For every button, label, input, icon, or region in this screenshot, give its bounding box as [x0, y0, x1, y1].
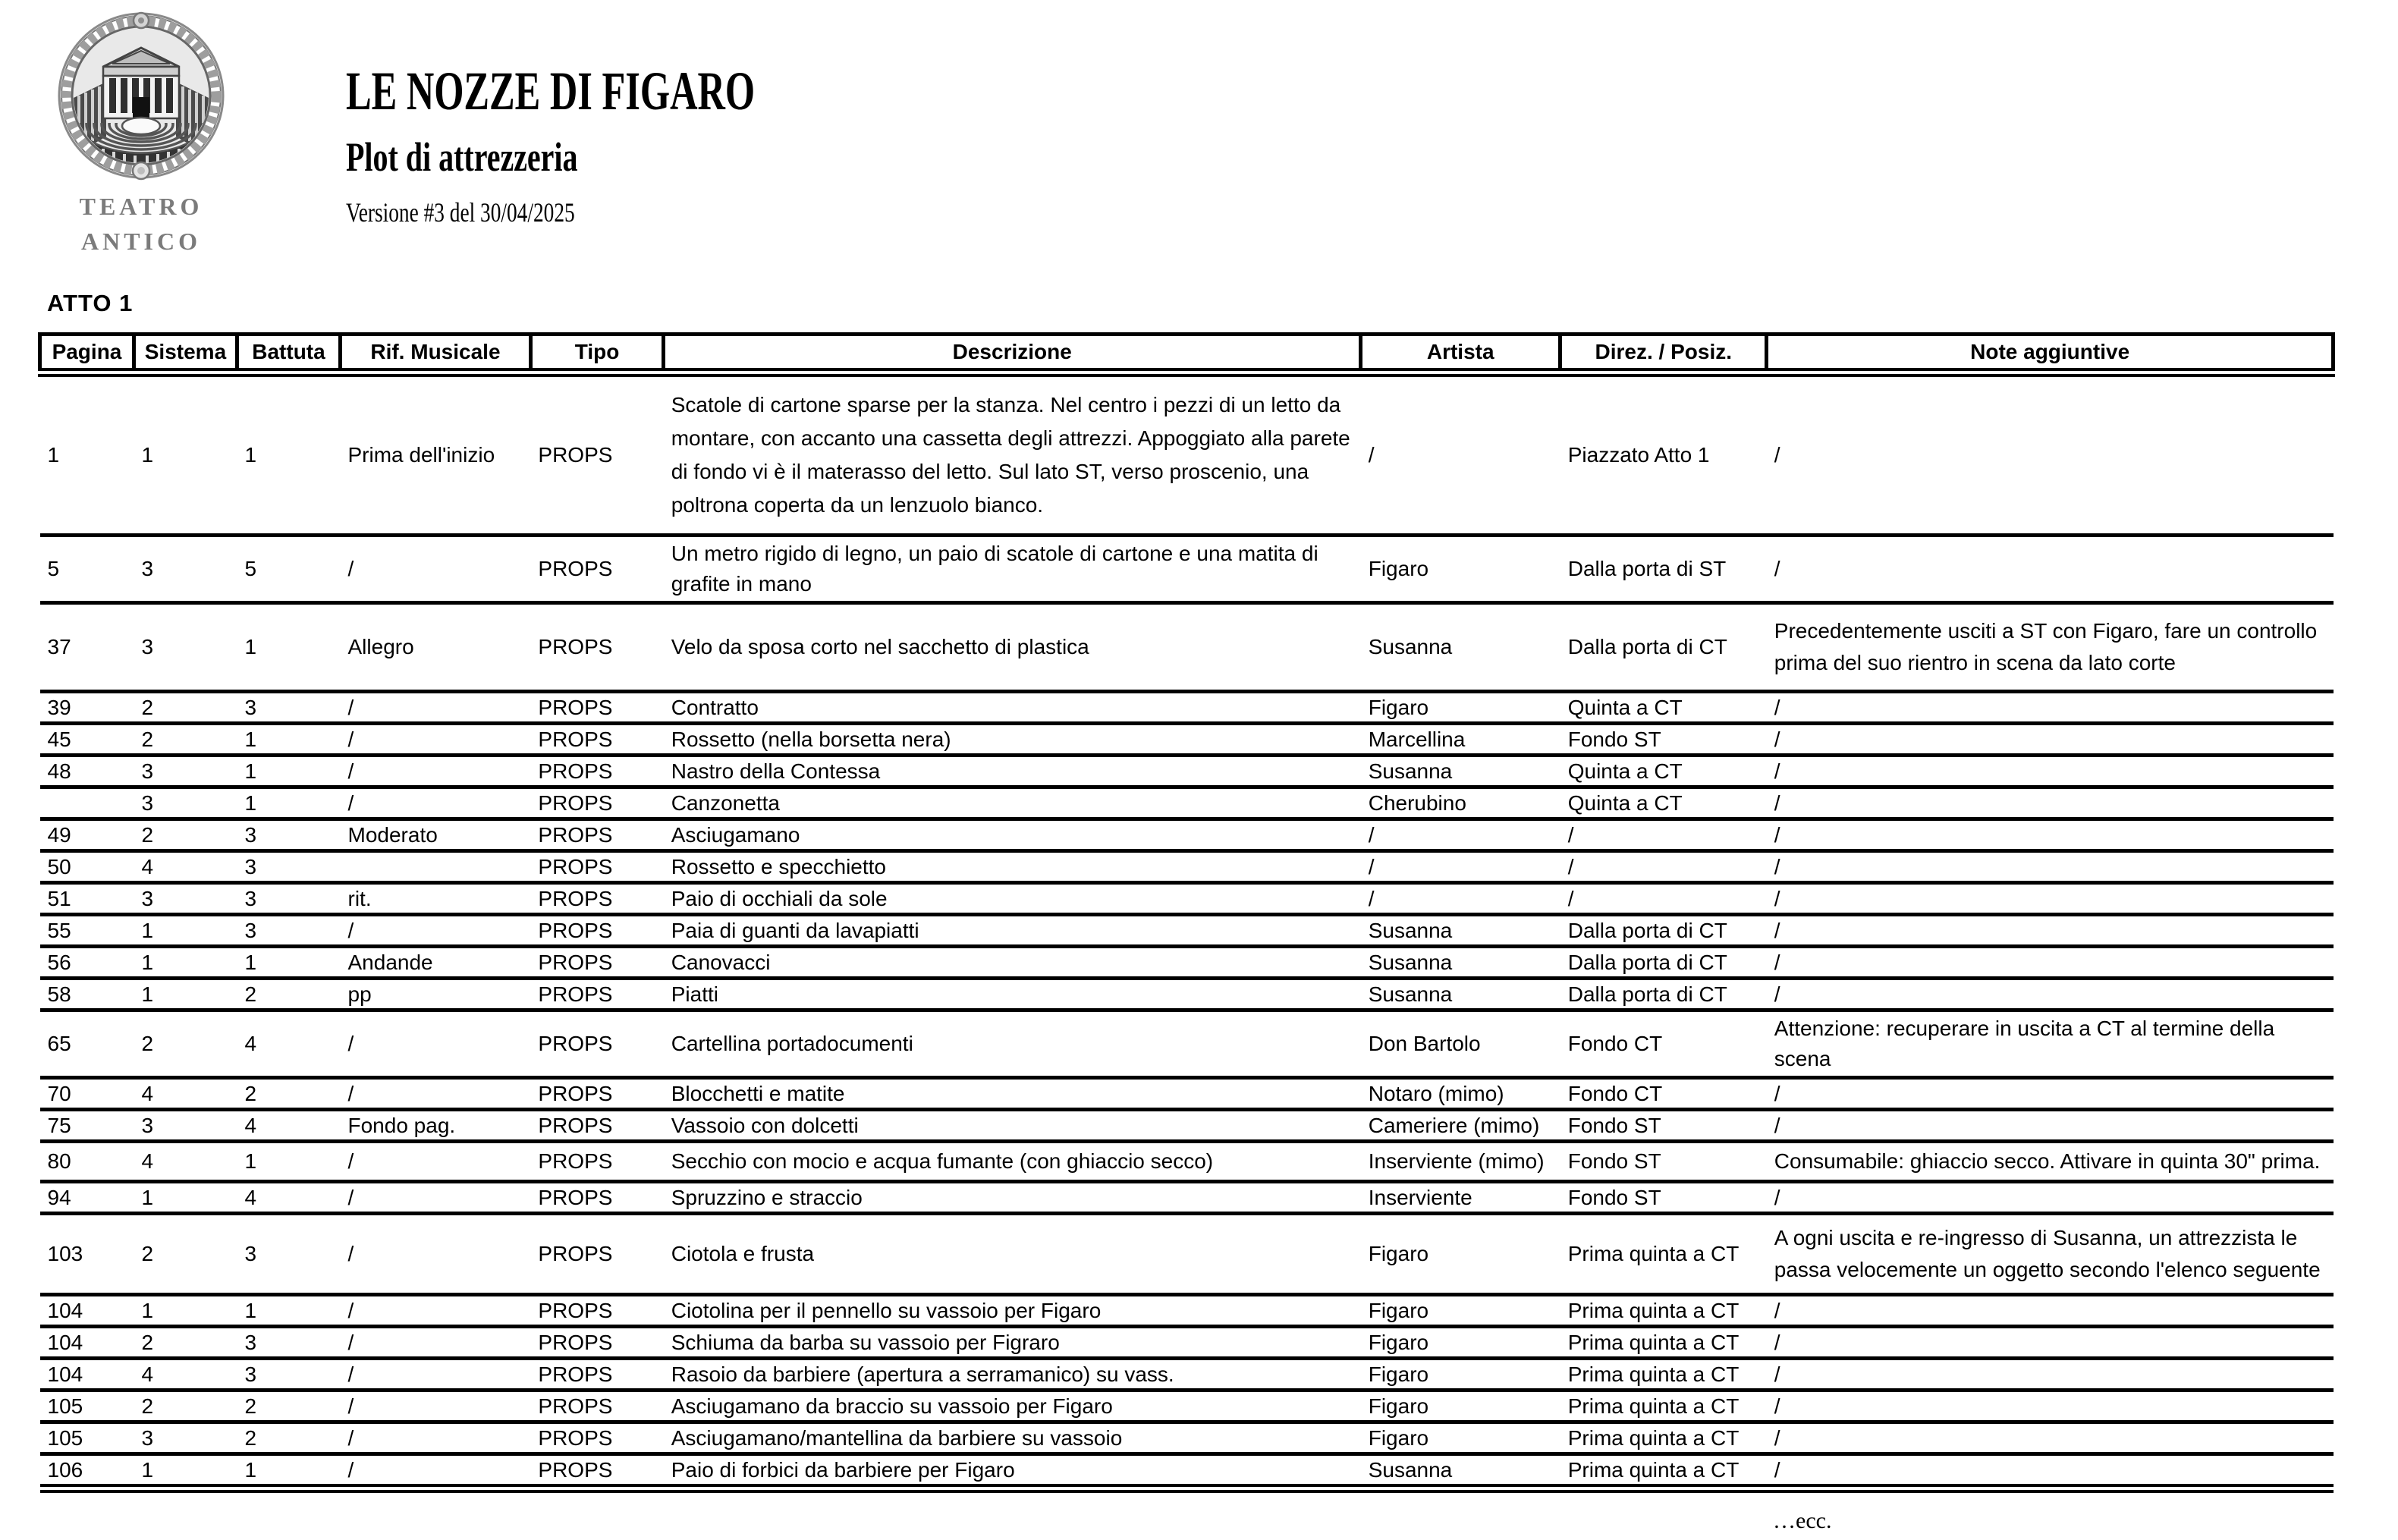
cell-descrizione: Nastro della Contessa	[664, 756, 1361, 787]
cell-artista: Inserviente (mimo)	[1361, 1142, 1560, 1182]
table-row	[40, 883, 2334, 915]
cell-sistema: 2	[134, 819, 237, 851]
cell-descrizione: Vassoio con dolcetti	[664, 1110, 1361, 1142]
cell-rif-musicale: /	[341, 1078, 531, 1110]
cell-tipo: PROPS	[530, 1422, 663, 1454]
cell-battuta: 4	[237, 1110, 340, 1142]
column-header-battuta: Battuta	[237, 335, 340, 373]
cell-direz-posiz: Fondo ST	[1560, 724, 1767, 756]
cell-battuta: 2	[237, 979, 340, 1010]
cell-rif-musicale: /	[341, 1422, 531, 1454]
cell-descrizione: Asciugamano/mantellina da barbiere su vassoio	[664, 1422, 1361, 1454]
cell-descrizione: Ciotolina per il pennello su vassoio per Figaro	[664, 1295, 1361, 1327]
cell-tipo: PROPS	[530, 1182, 663, 1214]
cell-descrizione: Piatti	[664, 979, 1361, 1010]
cell-note: /	[1767, 915, 2334, 947]
cell-tipo: PROPS	[530, 851, 663, 883]
cell-artista: Notaro (mimo)	[1361, 1078, 1560, 1110]
cell-pagina: 103	[40, 1214, 134, 1295]
cell-artista: Figaro	[1361, 1391, 1560, 1422]
column-header-tipo: Tipo	[530, 335, 663, 373]
cell-rif-musicale: /	[341, 1327, 531, 1359]
cell-artista: Figaro	[1361, 1359, 1560, 1391]
cell-tipo: PROPS	[530, 756, 663, 787]
cell-pagina: 48	[40, 756, 134, 787]
cell-artista: Figaro	[1361, 1295, 1560, 1327]
cell-direz-posiz: Quinta a CT	[1560, 787, 1767, 819]
cell-artista: Figaro	[1361, 1327, 1560, 1359]
cell-rif-musicale: /	[341, 1142, 531, 1182]
cell-rif-musicale: Andande	[341, 947, 531, 979]
cell-descrizione: Contratto	[664, 692, 1361, 724]
cell-descrizione: Rasoio da barbiere (apertura a serramanico) su vass.	[664, 1359, 1361, 1391]
cell-direz-posiz: /	[1560, 883, 1767, 915]
table-row	[40, 1110, 2334, 1142]
cell-tipo: PROPS	[530, 1454, 663, 1489]
cell-tipo: PROPS	[530, 372, 663, 536]
cell-battuta: 2	[237, 1078, 340, 1110]
cell-artista: Susanna	[1361, 947, 1560, 979]
cell-battuta: 3	[237, 1214, 340, 1295]
cell-artista: Susanna	[1361, 603, 1560, 692]
logo-text-line1: TEATRO	[79, 193, 203, 220]
cell-direz-posiz: Fondo CT	[1560, 1078, 1767, 1110]
cell-direz-posiz: Quinta a CT	[1560, 692, 1767, 724]
cell-rif-musicale: pp	[341, 979, 531, 1010]
cell-sistema: 2	[134, 724, 237, 756]
column-header-descrizione: Descrizione	[664, 335, 1361, 373]
table-row	[40, 1078, 2334, 1110]
cell-sistema: 4	[134, 1142, 237, 1182]
cell-pagina: 105	[40, 1391, 134, 1422]
theater-emblem-icon	[56, 11, 226, 181]
cell-note: /	[1767, 947, 2334, 979]
table-row	[40, 819, 2334, 851]
cell-sistema: 3	[134, 603, 237, 692]
cell-artista: Inserviente	[1361, 1182, 1560, 1214]
cell-rif-musicale: /	[341, 1454, 531, 1489]
cell-pagina: 94	[40, 1182, 134, 1214]
cell-pagina: 58	[40, 979, 134, 1010]
table-row	[40, 756, 2334, 787]
cell-pagina: 5	[40, 536, 134, 603]
cell-sistema: 3	[134, 756, 237, 787]
cell-tipo: PROPS	[530, 692, 663, 724]
cell-rif-musicale: Prima dell'inizio	[341, 372, 531, 536]
cell-sistema: 3	[134, 1422, 237, 1454]
cell-note: Precedentemente usciti a ST con Figaro, fare un controllo prima del suo rientro in scena da lato corte	[1767, 603, 2334, 692]
cell-artista: Figaro	[1361, 536, 1560, 603]
cell-direz-posiz: Prima quinta a CT	[1560, 1422, 1767, 1454]
table-header	[40, 335, 2334, 373]
cell-tipo: PROPS	[530, 1010, 663, 1078]
cell-note: /	[1767, 1391, 2334, 1422]
cell-note: /	[1767, 883, 2334, 915]
cell-sistema: 3	[134, 883, 237, 915]
cell-sistema: 1	[134, 947, 237, 979]
cell-battuta: 1	[237, 1454, 340, 1489]
cell-tipo: PROPS	[530, 1295, 663, 1327]
document-title: LE NOZZE DI FIGARO	[346, 61, 756, 121]
cell-tipo: PROPS	[530, 915, 663, 947]
cell-battuta: 3	[237, 819, 340, 851]
table-row	[40, 1142, 2334, 1182]
cell-note: /	[1767, 787, 2334, 819]
cell-battuta: 2	[237, 1391, 340, 1422]
cell-battuta: 1	[237, 947, 340, 979]
cell-artista: /	[1361, 883, 1560, 915]
cell-descrizione: Scatole di cartone sparse per la stanza. Nel centro i pezzi di un letto da montare, con accanto una cassetta degli attrezzi. Appoggiato alla parete di fondo vi è il materasso del letto. Sul lato ST, verso proscenio, una poltrona coperta da un lenzuolo bianco.	[664, 372, 1361, 536]
cell-direz-posiz: Dalla porta di CT	[1560, 915, 1767, 947]
cell-descrizione: Asciugamano da braccio su vassoio per Figaro	[664, 1391, 1361, 1422]
cell-descrizione: Paio di occhiali da sole	[664, 883, 1361, 915]
cell-rif-musicale: /	[341, 787, 531, 819]
cell-pagina: 70	[40, 1078, 134, 1110]
table-row	[40, 536, 2334, 603]
cell-note: /	[1767, 819, 2334, 851]
table-row	[40, 1359, 2334, 1391]
cell-note: /	[1767, 756, 2334, 787]
cell-tipo: PROPS	[530, 883, 663, 915]
props-plot-table	[38, 332, 2335, 1493]
cell-direz-posiz: Prima quinta a CT	[1560, 1359, 1767, 1391]
cell-pagina: 49	[40, 819, 134, 851]
cell-rif-musicale: /	[341, 1182, 531, 1214]
cell-rif-musicale: rit.	[341, 883, 531, 915]
logo-text-line2: ANTICO	[80, 228, 201, 255]
cell-descrizione: Canzonetta	[664, 787, 1361, 819]
cell-rif-musicale: /	[341, 1359, 531, 1391]
table-row	[40, 1010, 2334, 1078]
logo-wordmark	[53, 189, 229, 259]
cell-artista: Cherubino	[1361, 787, 1560, 819]
cell-direz-posiz: Dalla porta di CT	[1560, 947, 1767, 979]
cell-pagina: 80	[40, 1142, 134, 1182]
cell-pagina: 37	[40, 603, 134, 692]
cell-direz-posiz: Prima quinta a CT	[1560, 1295, 1767, 1327]
cell-tipo: PROPS	[530, 603, 663, 692]
table-row	[40, 851, 2334, 883]
cell-pagina: 75	[40, 1110, 134, 1142]
cell-direz-posiz: Fondo ST	[1560, 1110, 1767, 1142]
cell-pagina: 104	[40, 1295, 134, 1327]
cell-sistema: 2	[134, 1214, 237, 1295]
cell-artista: Marcellina	[1361, 724, 1560, 756]
document-subtitle: Plot di attrezzeria	[346, 134, 578, 180]
cell-tipo: PROPS	[530, 724, 663, 756]
cell-descrizione: Paia di guanti da lavapiatti	[664, 915, 1361, 947]
cell-pagina	[40, 787, 134, 819]
cell-descrizione: Rossetto (nella borsetta nera)	[664, 724, 1361, 756]
cell-note: /	[1767, 851, 2334, 883]
cell-artista: Figaro	[1361, 692, 1560, 724]
cell-tipo: PROPS	[530, 1214, 663, 1295]
cell-pagina: 39	[40, 692, 134, 724]
cell-artista: Susanna	[1361, 1454, 1560, 1489]
cell-tipo: PROPS	[530, 1142, 663, 1182]
cell-pagina: 106	[40, 1454, 134, 1489]
cell-artista: /	[1361, 819, 1560, 851]
document-header	[0, 0, 2398, 282]
cell-battuta: 1	[237, 372, 340, 536]
table-row	[40, 1422, 2334, 1454]
cell-rif-musicale: /	[341, 692, 531, 724]
cell-direz-posiz: Dalla porta di CT	[1560, 979, 1767, 1010]
cell-sistema: 4	[134, 851, 237, 883]
cell-artista: Susanna	[1361, 756, 1560, 787]
cell-note: /	[1767, 536, 2334, 603]
cell-descrizione: Secchio con mocio e acqua fumante (con ghiaccio secco)	[664, 1142, 1361, 1182]
cell-pagina: 55	[40, 915, 134, 947]
cell-sistema: 2	[134, 1010, 237, 1078]
table-row	[40, 787, 2334, 819]
cell-artista: Don Bartolo	[1361, 1010, 1560, 1078]
cell-rif-musicale: /	[341, 1214, 531, 1295]
cell-direz-posiz: Prima quinta a CT	[1560, 1454, 1767, 1489]
cell-artista: Susanna	[1361, 915, 1560, 947]
cell-battuta: 1	[237, 787, 340, 819]
cell-rif-musicale: Allegro	[341, 603, 531, 692]
cell-battuta: 5	[237, 536, 340, 603]
column-header-sistema: Sistema	[134, 335, 237, 373]
cell-direz-posiz: Prima quinta a CT	[1560, 1391, 1767, 1422]
table-row	[40, 1182, 2334, 1214]
cell-rif-musicale: Moderato	[341, 819, 531, 851]
table-row	[40, 979, 2334, 1010]
cell-note: /	[1767, 1295, 2334, 1327]
cell-pagina: 104	[40, 1359, 134, 1391]
table-row	[40, 603, 2334, 692]
cell-descrizione: Schiuma da barba su vassoio per Figraro	[664, 1327, 1361, 1359]
version-line: Versione #3 del 30/04/2025	[346, 197, 575, 228]
cell-tipo: PROPS	[530, 1359, 663, 1391]
cell-descrizione: Asciugamano	[664, 819, 1361, 851]
cell-note: /	[1767, 1327, 2334, 1359]
cell-battuta: 1	[237, 603, 340, 692]
continuation-note: …ecc.	[1773, 1508, 1832, 1533]
cell-direz-posiz: /	[1560, 851, 1767, 883]
cell-sistema: 2	[134, 1391, 237, 1422]
cell-note: /	[1767, 692, 2334, 724]
cell-rif-musicale: /	[341, 915, 531, 947]
cell-note: /	[1767, 372, 2334, 536]
table-row	[40, 915, 2334, 947]
cell-descrizione: Blocchetti e matite	[664, 1078, 1361, 1110]
cell-sistema: 3	[134, 787, 237, 819]
table-row	[40, 1214, 2334, 1295]
cell-sistema: 3	[134, 1110, 237, 1142]
cell-descrizione: Rossetto e specchietto	[664, 851, 1361, 883]
cell-note: /	[1767, 724, 2334, 756]
table-row	[40, 692, 2334, 724]
cell-battuta: 1	[237, 724, 340, 756]
column-header-rif-musicale: Rif. Musicale	[341, 335, 531, 373]
column-header-direz-posiz: Direz. / Posiz.	[1560, 335, 1767, 373]
cell-artista: Cameriere (mimo)	[1361, 1110, 1560, 1142]
cell-direz-posiz: Dalla porta di CT	[1560, 603, 1767, 692]
cell-battuta: 3	[237, 692, 340, 724]
cell-battuta: 3	[237, 1359, 340, 1391]
cell-sistema: 1	[134, 1295, 237, 1327]
cell-artista: Figaro	[1361, 1214, 1560, 1295]
cell-tipo: PROPS	[530, 1110, 663, 1142]
props-table-body	[40, 372, 2334, 1488]
cell-tipo: PROPS	[530, 819, 663, 851]
cell-pagina: 104	[40, 1327, 134, 1359]
cell-pagina: 45	[40, 724, 134, 756]
cell-direz-posiz: Fondo CT	[1560, 1010, 1767, 1078]
cell-sistema: 3	[134, 536, 237, 603]
cell-battuta: 2	[237, 1422, 340, 1454]
table-row	[40, 1391, 2334, 1422]
cell-artista: Figaro	[1361, 1422, 1560, 1454]
cell-note: /	[1767, 1078, 2334, 1110]
cell-pagina: 56	[40, 947, 134, 979]
cell-note: /	[1767, 1454, 2334, 1489]
cell-battuta: 1	[237, 1142, 340, 1182]
cell-direz-posiz: Piazzato Atto 1	[1560, 372, 1767, 536]
cell-note: /	[1767, 1422, 2334, 1454]
cell-direz-posiz: Prima quinta a CT	[1560, 1327, 1767, 1359]
cell-rif-musicale: Fondo pag.	[341, 1110, 531, 1142]
cell-note: /	[1767, 979, 2334, 1010]
cell-rif-musicale: /	[341, 536, 531, 603]
cell-rif-musicale	[341, 851, 531, 883]
cell-rif-musicale: /	[341, 1295, 531, 1327]
cell-direz-posiz: /	[1560, 819, 1767, 851]
column-header-pagina: Pagina	[40, 335, 134, 373]
title-block	[346, 61, 930, 228]
cell-direz-posiz: Prima quinta a CT	[1560, 1214, 1767, 1295]
cell-rif-musicale: /	[341, 724, 531, 756]
cell-direz-posiz: Dalla porta di ST	[1560, 536, 1767, 603]
cell-note: A ogni uscita e re-ingresso di Susanna, un attrezzista le passa velocemente un oggetto secondo l'elenco seguente	[1767, 1214, 2334, 1295]
cell-artista: Susanna	[1361, 979, 1560, 1010]
cell-artista: /	[1361, 851, 1560, 883]
table-row	[40, 724, 2334, 756]
cell-rif-musicale: /	[341, 1010, 531, 1078]
cell-pagina: 51	[40, 883, 134, 915]
cell-pagina: 65	[40, 1010, 134, 1078]
table-row	[40, 1295, 2334, 1327]
cell-direz-posiz: Fondo ST	[1560, 1142, 1767, 1182]
cell-descrizione: Spruzzino e straccio	[664, 1182, 1361, 1214]
cell-tipo: PROPS	[530, 536, 663, 603]
cell-battuta: 1	[237, 1295, 340, 1327]
table-row	[40, 947, 2334, 979]
cell-rif-musicale: /	[341, 1391, 531, 1422]
cell-battuta: 3	[237, 1327, 340, 1359]
cell-descrizione: Un metro rigido di legno, un paio di scatole di cartone e una matita di grafite in mano	[664, 536, 1361, 603]
act-heading: ATTO 1	[47, 290, 134, 316]
cell-sistema: 2	[134, 692, 237, 724]
cell-sistema: 1	[134, 372, 237, 536]
cell-tipo: PROPS	[530, 787, 663, 819]
table-row	[40, 1327, 2334, 1359]
cell-sistema: 1	[134, 979, 237, 1010]
cell-battuta: 3	[237, 851, 340, 883]
cell-battuta: 1	[237, 756, 340, 787]
cell-tipo: PROPS	[530, 1327, 663, 1359]
cell-descrizione: Paio di forbici da barbiere per Figaro	[664, 1454, 1361, 1489]
column-header-artista: Artista	[1361, 335, 1560, 373]
cell-rif-musicale: /	[341, 756, 531, 787]
cell-pagina: 105	[40, 1422, 134, 1454]
cell-note: /	[1767, 1182, 2334, 1214]
cell-descrizione: Ciotola e frusta	[664, 1214, 1361, 1295]
cell-sistema: 4	[134, 1078, 237, 1110]
cell-sistema: 1	[134, 915, 237, 947]
cell-battuta: 4	[237, 1010, 340, 1078]
theater-logo	[53, 11, 229, 259]
cell-battuta: 3	[237, 915, 340, 947]
cell-tipo: PROPS	[530, 1078, 663, 1110]
cell-sistema: 2	[134, 1327, 237, 1359]
cell-battuta: 4	[237, 1182, 340, 1214]
cell-note: /	[1767, 1110, 2334, 1142]
cell-note: /	[1767, 1359, 2334, 1391]
cell-direz-posiz: Quinta a CT	[1560, 756, 1767, 787]
cell-direz-posiz: Fondo ST	[1560, 1182, 1767, 1214]
cell-tipo: PROPS	[530, 979, 663, 1010]
table-row	[40, 372, 2334, 536]
column-header-note-aggiuntive: Note aggiuntive	[1767, 335, 2334, 373]
cell-tipo: PROPS	[530, 1391, 663, 1422]
cell-note: Attenzione: recuperare in uscita a CT al termine della scena	[1767, 1010, 2334, 1078]
cell-descrizione: Velo da sposa corto nel sacchetto di plastica	[664, 603, 1361, 692]
cell-sistema: 4	[134, 1359, 237, 1391]
cell-descrizione: Canovacci	[664, 947, 1361, 979]
cell-tipo: PROPS	[530, 947, 663, 979]
cell-note: Consumabile: ghiaccio secco. Attivare in quinta 30" prima.	[1767, 1142, 2334, 1182]
cell-artista: /	[1361, 372, 1560, 536]
cell-battuta: 3	[237, 883, 340, 915]
cell-descrizione: Cartellina portadocumenti	[664, 1010, 1361, 1078]
cell-pagina: 50	[40, 851, 134, 883]
table-header-row	[40, 335, 2334, 373]
table-row	[40, 1454, 2334, 1489]
cell-pagina: 1	[40, 372, 134, 536]
cell-sistema: 1	[134, 1454, 237, 1489]
cell-sistema: 1	[134, 1182, 237, 1214]
